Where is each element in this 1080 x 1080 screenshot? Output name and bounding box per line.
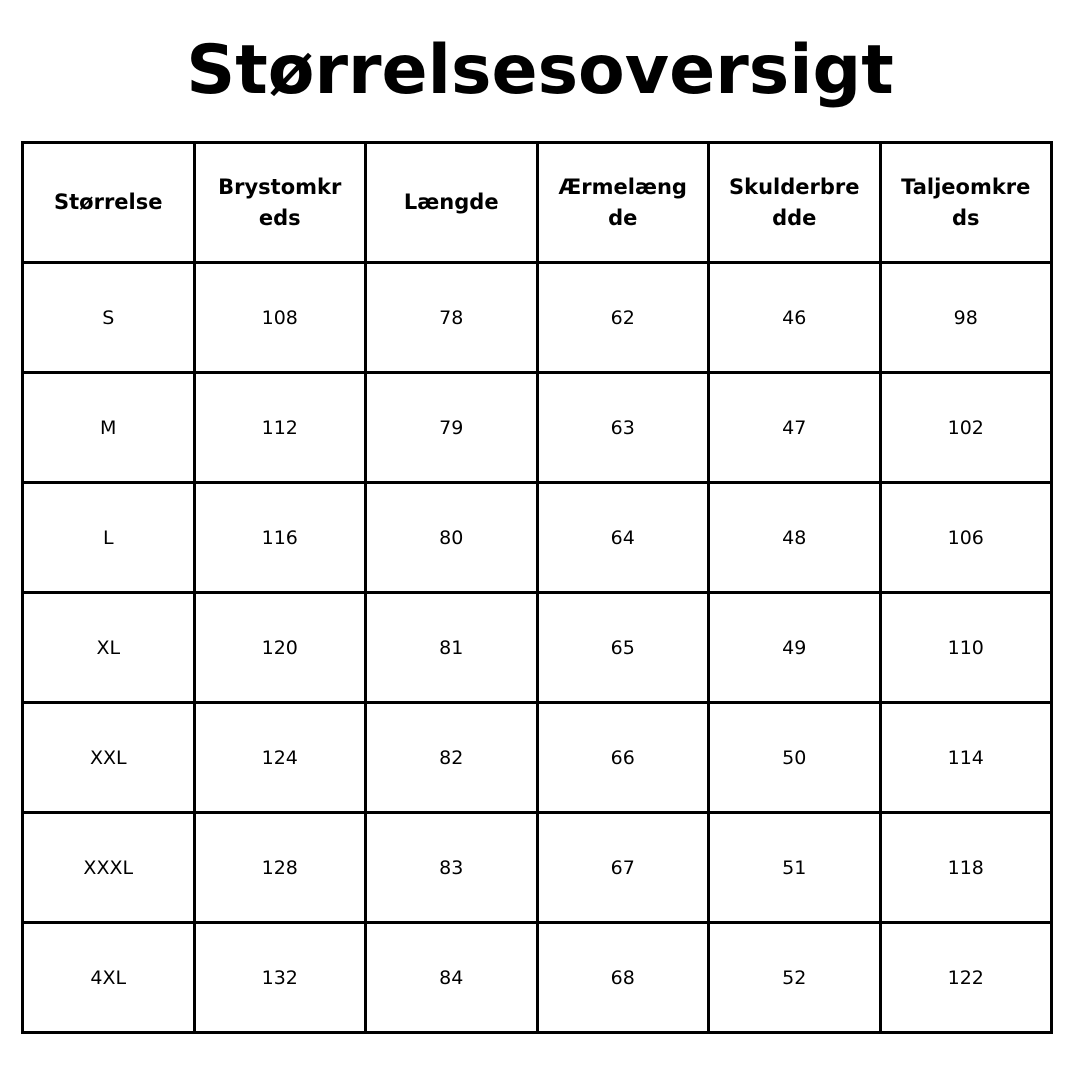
cell-size: 4XL — [23, 923, 195, 1033]
cell-waist: 114 — [880, 703, 1052, 813]
cell-length: 84 — [366, 923, 538, 1033]
table-row — [23, 263, 1052, 373]
cell-chest: 120 — [194, 593, 366, 703]
table-row — [23, 703, 1052, 813]
header-size: Størrelse — [23, 143, 195, 263]
cell-sleeve: 66 — [537, 703, 709, 813]
cell-chest: 132 — [194, 923, 366, 1033]
page-title: Størrelsesoversigt — [186, 31, 894, 110]
cell-length: 82 — [366, 703, 538, 813]
cell-sleeve: 63 — [537, 373, 709, 483]
cell-sleeve: 67 — [537, 813, 709, 923]
cell-length: 83 — [366, 813, 538, 923]
header-row — [23, 143, 1052, 263]
cell-chest: 128 — [194, 813, 366, 923]
cell-shoulder: 46 — [709, 263, 881, 373]
cell-shoulder: 50 — [709, 703, 881, 813]
cell-chest: 124 — [194, 703, 366, 813]
cell-size: S — [23, 263, 195, 373]
header-shoulder-width: Skulderbredde — [709, 143, 881, 263]
cell-size: XXXL — [23, 813, 195, 923]
table-body — [23, 263, 1052, 1033]
cell-length: 79 — [366, 373, 538, 483]
size-chart-table — [21, 141, 1053, 1034]
cell-size: XXL — [23, 703, 195, 813]
table-header — [23, 143, 1052, 263]
cell-size: XL — [23, 593, 195, 703]
cell-waist: 122 — [880, 923, 1052, 1033]
cell-waist: 98 — [880, 263, 1052, 373]
table-row — [23, 373, 1052, 483]
header-length: Længde — [366, 143, 538, 263]
cell-chest: 116 — [194, 483, 366, 593]
header-sleeve-length: Ærmelængde — [537, 143, 709, 263]
cell-shoulder: 49 — [709, 593, 881, 703]
cell-sleeve: 64 — [537, 483, 709, 593]
cell-shoulder: 52 — [709, 923, 881, 1033]
cell-length: 78 — [366, 263, 538, 373]
cell-length: 80 — [366, 483, 538, 593]
cell-sleeve: 62 — [537, 263, 709, 373]
cell-shoulder: 48 — [709, 483, 881, 593]
cell-shoulder: 51 — [709, 813, 881, 923]
table-row — [23, 923, 1052, 1033]
header-chest-circumference: Brystomkreds — [194, 143, 366, 263]
cell-chest: 112 — [194, 373, 366, 483]
cell-chest: 108 — [194, 263, 366, 373]
cell-shoulder: 47 — [709, 373, 881, 483]
cell-sleeve: 68 — [537, 923, 709, 1033]
cell-waist: 106 — [880, 483, 1052, 593]
cell-size: L — [23, 483, 195, 593]
header-waist-circumference: Taljeomkreds — [880, 143, 1052, 263]
table-row — [23, 593, 1052, 703]
cell-waist: 102 — [880, 373, 1052, 483]
cell-sleeve: 65 — [537, 593, 709, 703]
cell-waist: 110 — [880, 593, 1052, 703]
cell-waist: 118 — [880, 813, 1052, 923]
cell-length: 81 — [366, 593, 538, 703]
table-row — [23, 483, 1052, 593]
cell-size: M — [23, 373, 195, 483]
table-row — [23, 813, 1052, 923]
